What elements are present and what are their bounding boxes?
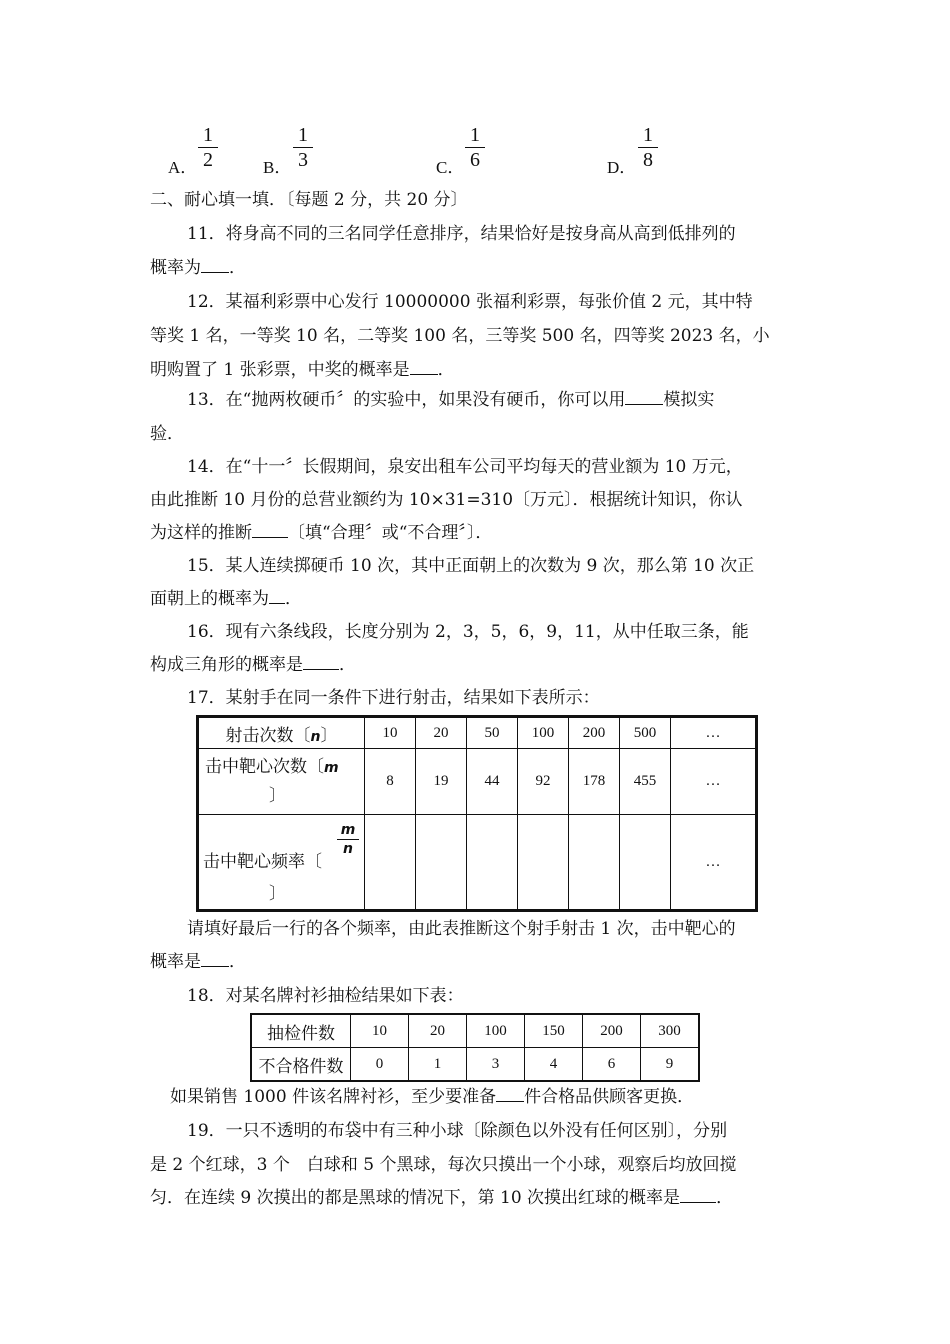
q18-after [170, 1082, 694, 1107]
choice-b-label: B． [263, 158, 292, 177]
q17-intro: 17．某射手在同一条件下进行射击，结果如下表所示： [187, 688, 600, 708]
q17-row3-denominator: n [343, 841, 353, 857]
q15-answer-blank[interactable] [269, 589, 285, 604]
q18-row1-label: 抽检件数 [251, 1014, 351, 1048]
q14-text-a: 为这样的推断 [150, 523, 252, 543]
choice-b-fraction [293, 124, 313, 171]
q19-answer-blank[interactable] [680, 1188, 716, 1203]
q18-cell: 1 [409, 1048, 467, 1082]
q17-row-frequency [198, 815, 757, 911]
q12-answer-blank[interactable] [410, 360, 438, 375]
q16-line1: 16．现有六条线段，长度分别为 2，3，5，6，9，11，从中任取三条，能 [187, 622, 749, 642]
q11-text: 概率为 [150, 258, 201, 278]
q17-cell: 44 [467, 749, 518, 815]
q11-line1: 11．将身高不同的三名同学任意排序，结果恰好是按身高从高到低排列的 [187, 224, 736, 244]
q17-row3-header [198, 815, 365, 911]
q17-cell: 200 [569, 717, 620, 749]
q17-cell: 50 [467, 717, 518, 749]
q17-row-shots [198, 717, 757, 749]
q13-line1 [187, 385, 714, 410]
q17-row3-label: 击中靶心频率〔 [203, 852, 322, 872]
q17-row3-close: 〕 [269, 884, 286, 904]
q17-cell: … [671, 717, 757, 749]
q18-table [250, 1013, 700, 1082]
q17-freq-cell[interactable] [569, 815, 620, 911]
q17-cell: 8 [365, 749, 416, 815]
q14-line1: 14．在“十一〞长假期间，泉安出租车公司平均每天的营业额为 10 万元， [187, 457, 743, 477]
choice-b-denominator: 3 [298, 149, 308, 171]
choice-d-numerator: 1 [643, 124, 653, 146]
choice-a-fraction [198, 124, 218, 171]
q11-end: ． [229, 258, 246, 278]
q19-line2: 是 2 个红球，3 个 白球和 5 个黑球，每次只摸出一个小球，观察后均放回搅 [150, 1155, 737, 1175]
q18-answer-blank[interactable] [496, 1087, 524, 1102]
q17-after1: 请填好最后一行的各个频率，由此表推断这个射手射击 1 次，击中靶心的 [187, 919, 736, 939]
q17-row1-header [198, 717, 365, 749]
q18-row2-label: 不合格件数 [251, 1048, 351, 1082]
choice-a-numerator: 1 [203, 124, 213, 146]
q18-cell: 6 [583, 1048, 641, 1082]
q17-cell: 20 [416, 717, 467, 749]
section-title: 二、耐心填一填．〔每题 2 分，共 20 分〕 [150, 190, 468, 210]
choice-a-denominator: 2 [203, 149, 213, 171]
q15-line2 [150, 584, 302, 609]
q14-answer-blank[interactable] [252, 523, 288, 538]
q17-cell: 92 [518, 749, 569, 815]
q11-line2 [150, 253, 246, 278]
q18-cell: 150 [525, 1014, 583, 1048]
q19-text: 匀．在连续 9 次摸出的都是黑球的情况下，第 10 次摸出红球的概率是 [150, 1188, 681, 1208]
q18-row-defective [251, 1048, 699, 1082]
q12-line3 [150, 355, 455, 380]
choice-a-label: A． [168, 158, 198, 177]
q17-row1-label: 射击次数〔 [225, 725, 311, 746]
q18-intro: 18．对某名牌衬衫抽检结果如下表： [187, 986, 464, 1006]
q17-cell: 455 [620, 749, 671, 815]
q18-cell: 0 [351, 1048, 409, 1082]
q17-freq-cell[interactable] [620, 815, 671, 911]
q11-answer-blank[interactable] [201, 258, 229, 273]
choice-c-denominator: 6 [470, 149, 480, 171]
choice-c-fraction [465, 124, 485, 171]
q18-cell: 9 [641, 1048, 700, 1082]
q17-freq-cell[interactable] [416, 815, 467, 911]
q14-line2: 由此推断 10 月份的总营业额约为 10×31=310〔万元〕．根据统计知识，你认 [150, 490, 743, 510]
q17-answer-blank[interactable] [201, 952, 229, 967]
q18-after-a: 如果销售 1000 件该名牌衬衫，至少要准备 [170, 1087, 497, 1107]
q17-row1-var: n [310, 728, 321, 745]
q17-cell: 500 [620, 717, 671, 749]
q17-cell: … [671, 815, 757, 911]
q12-end: ． [437, 360, 455, 380]
q18-cell: 100 [467, 1014, 525, 1048]
choice-d-label: D． [607, 158, 637, 177]
q18-cell: 3 [467, 1048, 525, 1082]
q13-text-b: 模拟实 [663, 390, 715, 410]
q17-freq-cell[interactable] [365, 815, 416, 911]
q12-text: 明购置了 1 张彩票，中奖的概率是 [150, 360, 410, 380]
q12-line1: 12．某福利彩票中心发行 10000000 张福利彩票，每张价值 2 元，其中特 [187, 292, 753, 312]
choice-c-numerator: 1 [470, 124, 480, 146]
choice-d-denominator: 8 [643, 149, 653, 171]
q18-cell: 300 [641, 1014, 700, 1048]
q14-text-b: 〔填“合理〞或“不合理〞〕． [288, 523, 493, 543]
q18-row-checked [251, 1014, 699, 1048]
q17-end: ． [229, 952, 246, 972]
q16-end: ． [339, 655, 356, 675]
choice-d-fraction [638, 124, 658, 171]
q15-text: 面朝上的概率为 [150, 589, 269, 609]
choice-c-label: C． [436, 158, 465, 177]
q17-row1-close: 〕 [320, 725, 338, 746]
q17-after-text: 概率是 [150, 952, 201, 972]
q17-freq-cell[interactable] [467, 815, 518, 911]
q17-row2-var: m [324, 760, 339, 776]
q17-cell: 10 [365, 717, 416, 749]
q18-cell: 4 [525, 1048, 583, 1082]
q17-cell: 178 [569, 749, 620, 815]
q19-end: ． [716, 1188, 734, 1208]
q13-answer-blank[interactable] [625, 390, 663, 405]
q12-line2: 等奖 1 名，一等奖 10 名，二等奖 100 名，三等奖 500 名，四等奖 2023 名，小 [150, 326, 770, 346]
q17-row2-header [198, 749, 365, 815]
q16-answer-blank[interactable] [303, 655, 339, 670]
q17-freq-cell[interactable] [518, 815, 569, 911]
q17-row3-fraction [337, 821, 359, 858]
q17-cell: 100 [518, 717, 569, 749]
q13-text-a: 13．在“抛两枚硬币〞的实验中，如果没有硬币，你可以用 [187, 390, 626, 410]
q13-line2: 验． [150, 424, 184, 444]
q18-cell: 10 [351, 1014, 409, 1048]
q17-row2-close: 〕 [269, 786, 286, 806]
q17-row-hits [198, 749, 757, 815]
q17-cell: … [671, 749, 757, 815]
q16-text: 构成三角形的概率是 [150, 655, 303, 675]
q18-cell: 20 [409, 1014, 467, 1048]
q18-cell: 200 [583, 1014, 641, 1048]
q17-table [196, 715, 758, 912]
q14-line3 [150, 518, 492, 543]
q17-after2 [150, 947, 246, 972]
q17-cell: 19 [416, 749, 467, 815]
q19-line3 [150, 1183, 733, 1208]
q15-line1: 15．某人连续掷硬币 10 次，其中正面朝上的次数为 9 次，那么第 10 次正 [187, 556, 755, 576]
choice-b-numerator: 1 [298, 124, 308, 146]
q17-row3-numerator: m [340, 822, 356, 838]
q17-row2-label: 击中靶心次数〔 [205, 757, 324, 777]
q19-line1: 19．一只不透明的布袋中有三种小球〔除颜色以外没有任何区别〕，分别 [187, 1121, 728, 1141]
q15-end: ． [285, 589, 302, 609]
q18-after-b: 件合格品供顾客更换． [524, 1087, 695, 1107]
q16-line2 [150, 650, 356, 675]
